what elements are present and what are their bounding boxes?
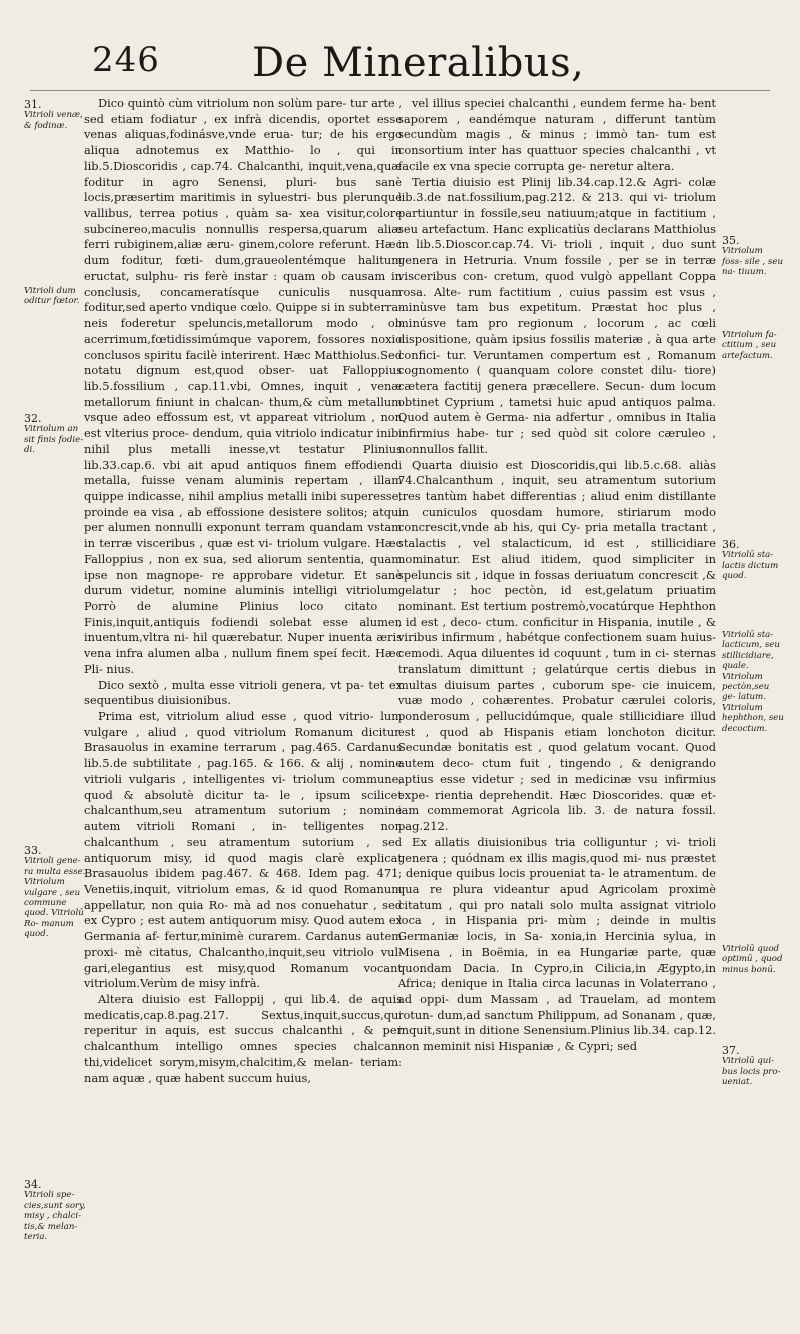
- margin-note: [24, 100, 86, 131]
- margin-note-text: Vitriolū sta- lactis dictum quod.: [722, 550, 779, 582]
- margin-note: [24, 414, 86, 456]
- margin-note-text: Vitriolū quod optimū , quod minus bonū.: [722, 944, 783, 975]
- paragraph: Quarta diuisio est Dioscoridis,qui lib.5.c.68. aliàs 74.Chalcanthum , inquit, seu atramentum sutorium tres tantùm habet differentias ; aliud enim distillante in cuniculos quosdam humore, stiriarum modo concrescit,vnde ab his, qui Cy- pria metalla tractant , stalactis , vel stalacticum, id est , stillicidiare nominatur. Est aliud itidem, quod simpliciter in speluncis sit , idque in fossas deriuatum concrescit ,& gelatur ; hoc pectòn, id est,gelatum priuatim nominant. Est tertium postremò,vocatúrque Hephthon , id est , deco- ctum. conficitur in Hispania, inutile , & viribus infirmum , habétque confectionem suam huius- cemodi. Aqua diluentes id coquunt , tum in ci- sternas translatum dimittunt ; gelatúrque certis diebus in multas diuisum partes , cuborum spe- cie inuicem, vuæ modo , cohærentes. Probatur cærulei coloris, ponderosum , pellucidúmque, quale stillicidiare illud est , quod ab Hispanis etiam lonchoton dicitur. Secundæ bonitatis est , quod gelatum vocant. Quod autem deco- ctum fuit , tingendo , & denigrando aptius esse videtur ; sed in medicinæ vsu infirmius expe- rientia deprehendit. Hæc Dioscorides. quæ et- iam commemorat Agricola lib. 3. de natura fossil. pag.212.: [398, 457, 716, 834]
- paragraph: Ex allatis diuisionibus tria colliguntur ; vi- trioli genera ; quódnam ex illis magis,quod mi- nus præstet ; denique quibus locis proueniat ta- le atramentum. de qua re plura videantur apud Agricolam proximè citatum , qui pro natali solo multa assignat vitriolo loca , in Hispania pri- mùm ; deinde in multis Germaniæ locis, in Sa- xonia,in Hercinia sylua, in Misena , in Boëmia, in ea Hungariæ parte, quæ quondam Dacia. In Cypro,in Cilicia,in Ægypto,in Africa; denique in Italia circa lacunas in Volaterrano , ad oppi- dum Massam , ad Trauelam, ad montem rotun- dum,ad sanctum Philippum, ad Sonanam , quæ, inquit,sunt in ditione Senensium.Plinius lib.34. cap.12. non meminit nisi Hispaniæ , & Cypri; sed: [398, 834, 716, 1054]
- margin-note-text: Vitrioli spe- cies,sunt sory, misy , chalci- tis,& melan- teria.: [24, 1190, 86, 1243]
- paragraph: Tertia diuisio est Plinij lib.34.cap.12.& Agri- colæ lib.3.de nat.fossilium,pag.212. & 213. qui vi- triolum partiuntur in fossile,seu natiuum;atque in factitium , seu artefactum. Hanc explicatiùs declarans Matthiolus in lib.5.Dioscor.cap.74. Vi- trioli , inquit , duo sunt genera in Hetruria. Vnum fossile , per se in terræ visceribus con- cretum, quod vulgò appellant Coppa rosa. Alte- rum factitium , cuius passim est vsus , minùsve tam bus expetitum. Præstat hoc plus , minúsve tam pro regionum , locorum , ac cœli dispositione, quàm ipsius fossilis materiæ , à qua arte confici- tur. Veruntamen compertum est , Romanum cognomento ( quanquam colore constet dilu- tiore) cætera factitij genera præcellere. Secun- dum locum obtinet Cyprium , tametsi huic apud antiquos palma. Quod autem è Germa- nia adfertur , omnibus in Italia infirmius habe- tur ; sed quòd sit colore cæruleo , nonnullos fallit.: [398, 174, 716, 456]
- margin-note-text: Vitriolum fa- ctitium , seu artefactum.: [722, 330, 777, 361]
- margin-note-number: 34.: [24, 1178, 42, 1191]
- margin-note: [24, 846, 86, 940]
- margin-note-text: Vitrioli gene- ra multa esse. Vitriolum vulgare , seu commune quod. Vitriolū Ro- manum quod.: [24, 856, 86, 940]
- margin-note-number: 35.: [722, 234, 740, 247]
- margin-note-number: 33.: [24, 844, 42, 857]
- header-rule: [30, 90, 770, 91]
- running-head: De Mineralibus,: [252, 40, 585, 86]
- paragraph: Altera diuisio est Falloppij , qui lib.4. de aquis medicatis,cap.8.pag.217. Sextus,inquit,succus,qui reperitur in aquis, est succus chalcanthi , & per chalcanthum intelligo omnes species chalcan- thi,videlicet sorym,misym,chalcitim,& melan- teriam: nam aquæ , quæ habent succum huius,: [84, 991, 402, 1085]
- paragraph: vel illius speciei chalcanthi , eundem ferme ha- bent saporem , eandémque naturam , differunt tantùm secundùm magis , & minus ; immò tan- tum est consortium inter has quattuor species chalcanthi , vt facile ex vna specie corrupta ge- neretur altera.: [398, 96, 716, 173]
- margin-note: [722, 236, 784, 278]
- paragraph: Prima est, vitriolum aliud esse , quod vitrio- lum vulgare , aliud , quod vitriolum Romanum dicitur. Brasauolus in examine terrarum , pag.465. Cardanus lib.5.de subtilitate , pag.165. & 166. & alij , nomine vitrioli vulgaris , intelligentes vi- triolum commune, quod & absolutè dicitur ta- le , ipsum scilicet chalcanthum,seu atramentum sutorium ; nomine autem vitrioli Romani , in- telligentes non chalcanthum , seu atramentum sutorium , sed antiquorum misy, id quod magis clarè explicat Brasauolus ibidem pag.467. & 468. Idem pag. 471. Venetiis,inquit, vitriolum emas, & id quod Romanum appellatur, non quia Ro- mà ad nos conuehatur , sed ex Cypro ; est autem antiquorum misy. Quod autem ex Germania af- fertur,minimè curarem. Cardanus autem proxi- mè citatus, Chalcantho,inquit,seu vitriolo vul- gari,elegantius est misy,quod Romanum vocant vitriolum.Verùm de misy infrà.: [84, 709, 402, 991]
- left-column: [84, 96, 402, 1318]
- margin-note: [722, 1046, 784, 1088]
- margin-note: [722, 540, 784, 582]
- margin-note: [722, 630, 784, 734]
- margin-note: [24, 1180, 86, 1242]
- margin-note-number: 32.: [24, 412, 42, 425]
- margin-note-text: Vitriolum an sit finis fodie- di.: [24, 424, 84, 456]
- margin-note: [24, 286, 86, 307]
- margin-note-text: Vitriolū sta- lacticum, seu stillicidiare, quale. Vitriolum pectòn,seu ge- latum. Vitriolum hephthon, seu decoctum.: [722, 630, 784, 734]
- paragraph: Dico quintò cùm vitriolum non solùm pare- tur arte , sed etiam fodiatur , ex infrà dicendis, oportet esse venas aliquas,fodinásve,vnde erua- tur; de his ergo aliqua adnotemus ex Matthio- lo , qui in lib.5.Dioscoridis , cap.74. Chalcanthi, inquit,vena,quæ foditur in agro Senensi, pluri- bus sanè locis,præsertim maritimis in syluestri- bus plerunque vallibus, terrea potius , quàm sa- xea visitur,colore subcinereo,maculis nonnullis respersa,quarum aliæ ferri rubiginem,aliæ æru- ginem,colore referunt. Hæc dum foditur, fœti- dum,graueolentémque halitum eructat, sulphu- ris ferè instar : quam ob causam in conclusis, concameratísque cuniculis nusquam foditur,sed aperto vndique cœlo. Quippe si in subterra- neis foderetur speluncis,metallorum modo , ob acerrimum,fœtidissimúmque vaporem, fossores noxio conclusos spiritu facilè interirent. Hæc Matthiolus.Sed notatu dignum est,quod obser- uat Falloppius lib.5.fossilium , cap.11.vbi, Omnes, inquit , venæ metallorum finiunt in chalcan- thum,& cùm metallum vsque adeo effossum est, vt appareat vitriolum , non est vlterius proce- dendum, quia vitriolo indicatur inibi nihil plus metalli inesse,vt testatur Plinius lib.33.cap.6. vbi ait apud antiquos finem effodiendi metalla, fuisse venam aluminis repertam , illam quippe indicasse, nihil amplius metalli inibi superesse, proinde ea visa , ab effossione desistere solitos; atqui per alumen nonnulli exponunt terram quandam vstam in terræ visceribus , quæ est vi- triolum vulgare. Hæc Falloppius , non ex sua, sed aliorum sententia, quam ipse non magnope- re approbare videtur. Et sanè durum videtur, nomine aluminis intelligi vitriolum. Porrò de alumine Plinius loco citato , Finis,inquit,antiquis fodiendi solebat esse alumen inuentum,vltra ni- hil quærebatur. Nuper inuenta æris vena infra alumen alba , nullum finem speí fecit. Hæc Pli- nius.: [84, 96, 402, 676]
- margin-note-text: Vitriolū qui- bus locis pro- ueniat.: [722, 1056, 781, 1088]
- page-number: 246: [92, 40, 160, 80]
- margin-note: [722, 330, 784, 361]
- margin-note-text: Vitrioli dum oditur fœtor.: [24, 286, 80, 307]
- paragraph: Dico sextò , multa esse vitrioli genera, vt pa- tet ex sequentibus diuisionibus.: [84, 677, 402, 708]
- margin-note-number: 36.: [722, 538, 740, 551]
- margin-note-number: 31.: [24, 98, 42, 111]
- margin-note-text: Vitrioli venæ, & fodinæ.: [24, 110, 83, 131]
- margin-note: [722, 944, 784, 975]
- right-column: [398, 96, 716, 1318]
- page-header: [0, 40, 800, 88]
- margin-note-text: Vitriolum foss- sile , seu na- tiuum.: [722, 246, 784, 278]
- margin-note-number: 37.: [722, 1044, 740, 1057]
